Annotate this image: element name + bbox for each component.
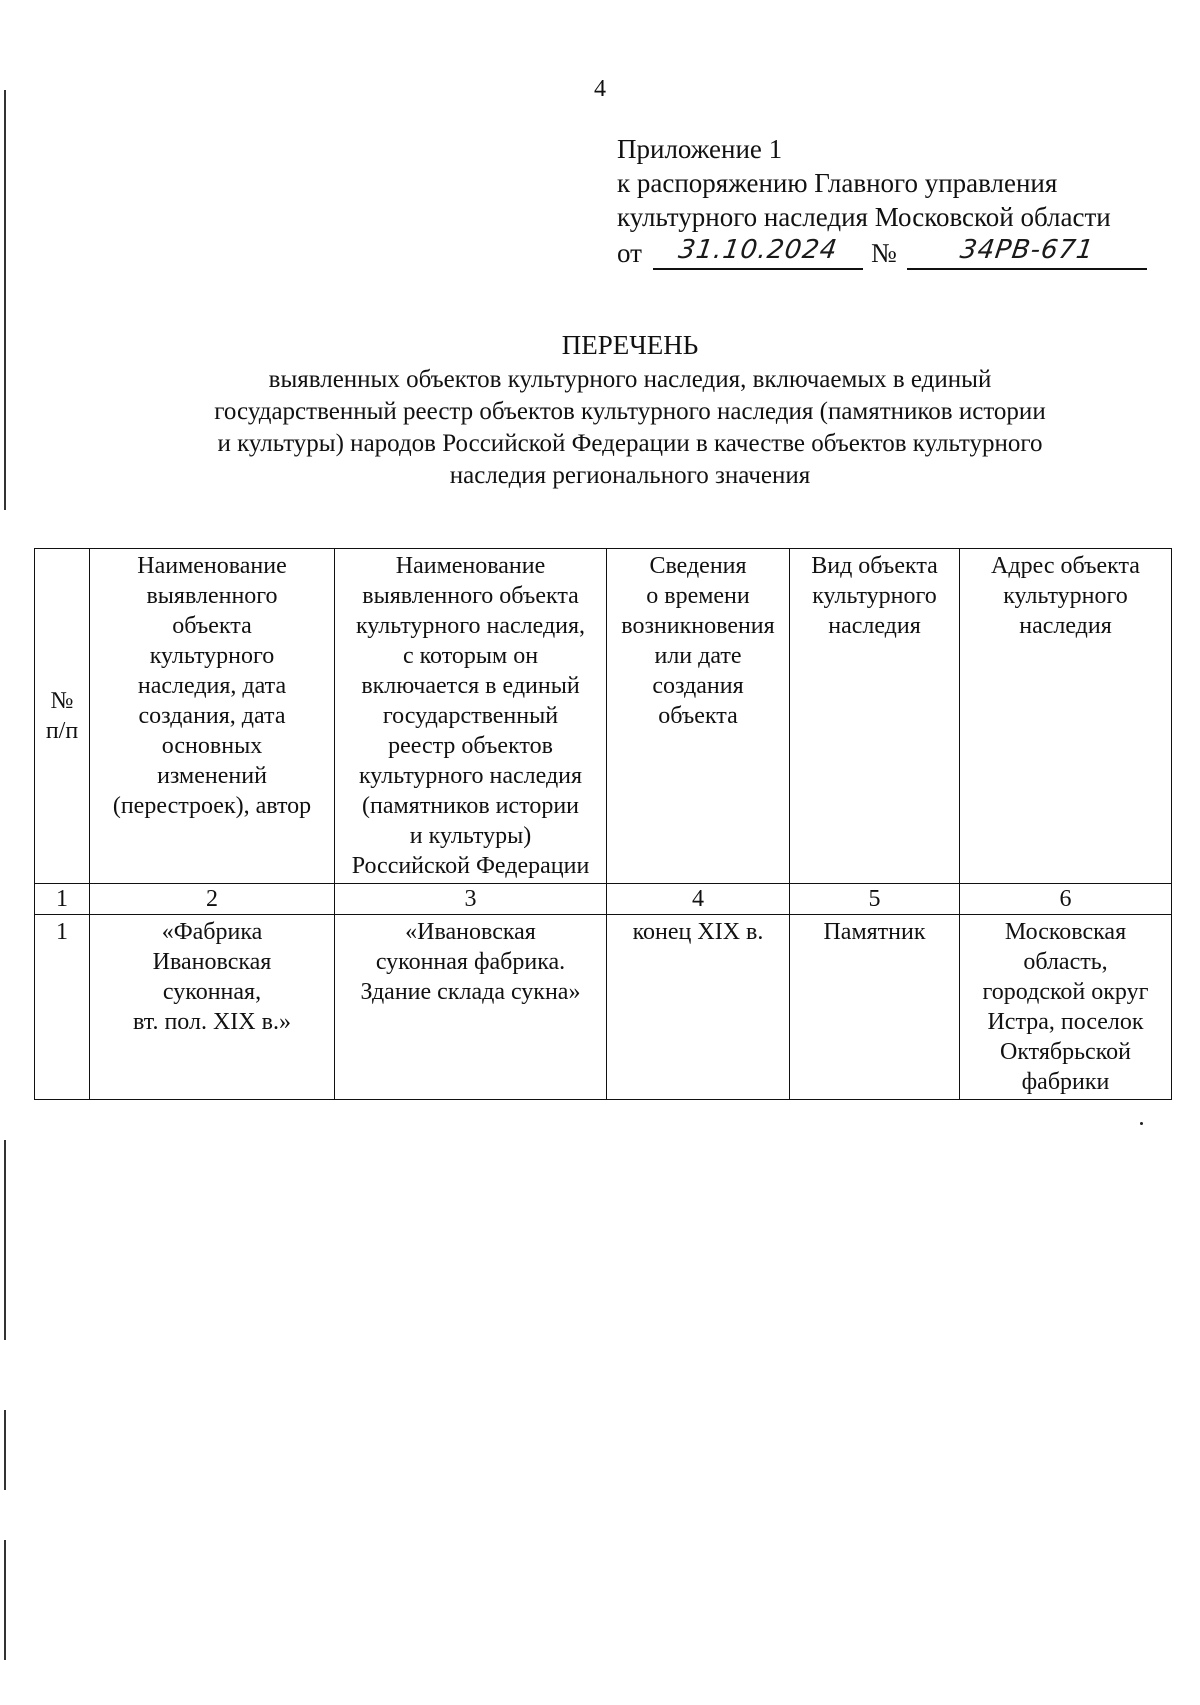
heritage-objects-table	[34, 548, 1172, 1100]
number-label: №	[871, 238, 897, 268]
cell-line: наследия	[1019, 613, 1112, 639]
cell-line: Российской Федерации	[351, 853, 590, 879]
cell-line: объекта	[172, 613, 252, 639]
cell-line: объекта	[658, 703, 738, 729]
header-cell-address	[960, 549, 1172, 884]
cell-line: наследия	[828, 613, 921, 639]
cell-line: Истра, поселок	[987, 1009, 1144, 1035]
date-label: от	[617, 238, 642, 268]
address-cell	[960, 915, 1172, 1100]
scan-margin-line	[4, 1410, 6, 1490]
cell-line: «Фабрика	[161, 919, 263, 945]
cell-line: Здание склада сукна»	[360, 979, 581, 1005]
row-number-cell	[35, 915, 90, 1100]
cell-line: суконная фабрика.	[375, 949, 566, 975]
table-header-row	[35, 549, 1172, 884]
cell-line: суконная,	[162, 979, 262, 1005]
cell-line: культурного наследия	[358, 763, 583, 789]
appendix-title: Приложение 1	[617, 134, 783, 164]
cell-line: конец XIX в.	[632, 919, 764, 945]
cell-line: Наименование	[395, 553, 546, 579]
column-number-cell: 4	[607, 884, 790, 915]
document-subtitle	[100, 364, 1160, 492]
object-type-cell	[790, 915, 960, 1100]
cell-line: основных	[161, 733, 263, 759]
cell-line: (памятников истории	[361, 793, 580, 819]
column-number-cell: 3	[335, 884, 607, 915]
cell-line: Октябрьской	[1000, 1039, 1131, 1065]
cell-line: Адрес объекта	[991, 553, 1140, 579]
cell-line: реестр объектов	[388, 733, 553, 759]
subtitle-line: наследия регионального значения	[449, 462, 811, 489]
scan-margin-line	[4, 1540, 6, 1660]
scan-margin-line	[4, 90, 6, 510]
column-number-cell: 1	[35, 884, 90, 915]
handwritten-number: 34РВ-671	[958, 235, 1096, 265]
cell-line: возникновения	[621, 613, 775, 639]
cell-line: область,	[1023, 949, 1108, 975]
cell-line: выявленного объекта	[362, 583, 579, 609]
header-cell-date-info	[607, 549, 790, 884]
page-number: 4	[594, 76, 606, 102]
cell-line: городской округ	[982, 979, 1149, 1005]
cell-line: вт. пол. XIX в.»	[133, 1009, 291, 1035]
cell-line: Сведения	[649, 553, 747, 579]
subtitle-line: выявленных объектов культурного наследия, включаемых в единый	[268, 366, 992, 393]
date-field	[653, 236, 863, 270]
subtitle-line: государственный реестр объектов культурного наследия (памятников истории	[214, 398, 1046, 425]
header-cell-number	[35, 549, 90, 884]
handwritten-date: 31.10.2024	[676, 235, 840, 265]
cell-line: выявленного	[146, 583, 278, 609]
cell-line: (перестроек), автор	[112, 793, 312, 819]
cell-line: наследия, дата	[137, 673, 287, 699]
cell-line: культурного наследия,	[355, 613, 586, 639]
cell-line: изменений	[157, 763, 267, 789]
cell-line: Наименование	[137, 553, 287, 579]
cell-line: культурного	[812, 583, 937, 609]
cell-line: культурного	[149, 643, 275, 669]
column-number-cell: 6	[960, 884, 1172, 915]
cell-line: Памятник	[823, 919, 926, 945]
header-cell-registry-name	[335, 549, 607, 884]
document-title: ПЕРЕЧЕНЬ	[561, 330, 699, 360]
header-cell-object-type	[790, 549, 960, 884]
column-number-cell: 5	[790, 884, 960, 915]
cell-line: п/п	[45, 718, 79, 744]
cell-line: государственный	[382, 703, 559, 729]
appendix-block	[617, 132, 1157, 270]
cell-line: или дате	[654, 643, 742, 669]
cell-line: включается в единый	[361, 673, 580, 699]
cell-line: фабрики	[1021, 1069, 1110, 1095]
cell-line: 1	[56, 919, 68, 945]
registry-name-cell	[335, 915, 607, 1100]
scan-dot	[1140, 1122, 1143, 1125]
object-name-cell	[90, 915, 335, 1100]
number-field	[907, 236, 1147, 270]
cell-line: №	[50, 688, 74, 714]
cell-line: и культуры)	[409, 823, 532, 849]
appendix-authority-line: культурного наследия Московской области	[617, 202, 1111, 232]
cell-line: создания, дата	[138, 703, 286, 729]
cell-line: «Ивановская	[405, 919, 536, 945]
cell-line: Вид объекта	[811, 553, 938, 579]
cell-line: о времени	[646, 583, 750, 609]
cell-line: создания	[652, 673, 744, 699]
column-number-cell: 2	[90, 884, 335, 915]
subtitle-line: и культуры) народов Российской Федерации в качестве объектов культурного	[217, 430, 1043, 457]
table-row	[35, 915, 1172, 1100]
scan-margin-line	[4, 1140, 6, 1340]
date-info-cell	[607, 915, 790, 1100]
column-number-row	[35, 884, 1172, 915]
cell-line: Московская	[1004, 919, 1127, 945]
appendix-order-line: к распоряжению Главного управления	[617, 168, 1058, 198]
header-cell-object-name	[90, 549, 335, 884]
appendix-signature-line	[617, 236, 1157, 270]
cell-line: с которым он	[402, 643, 539, 669]
cell-line: Ивановская	[152, 949, 272, 975]
cell-line: культурного	[1003, 583, 1128, 609]
